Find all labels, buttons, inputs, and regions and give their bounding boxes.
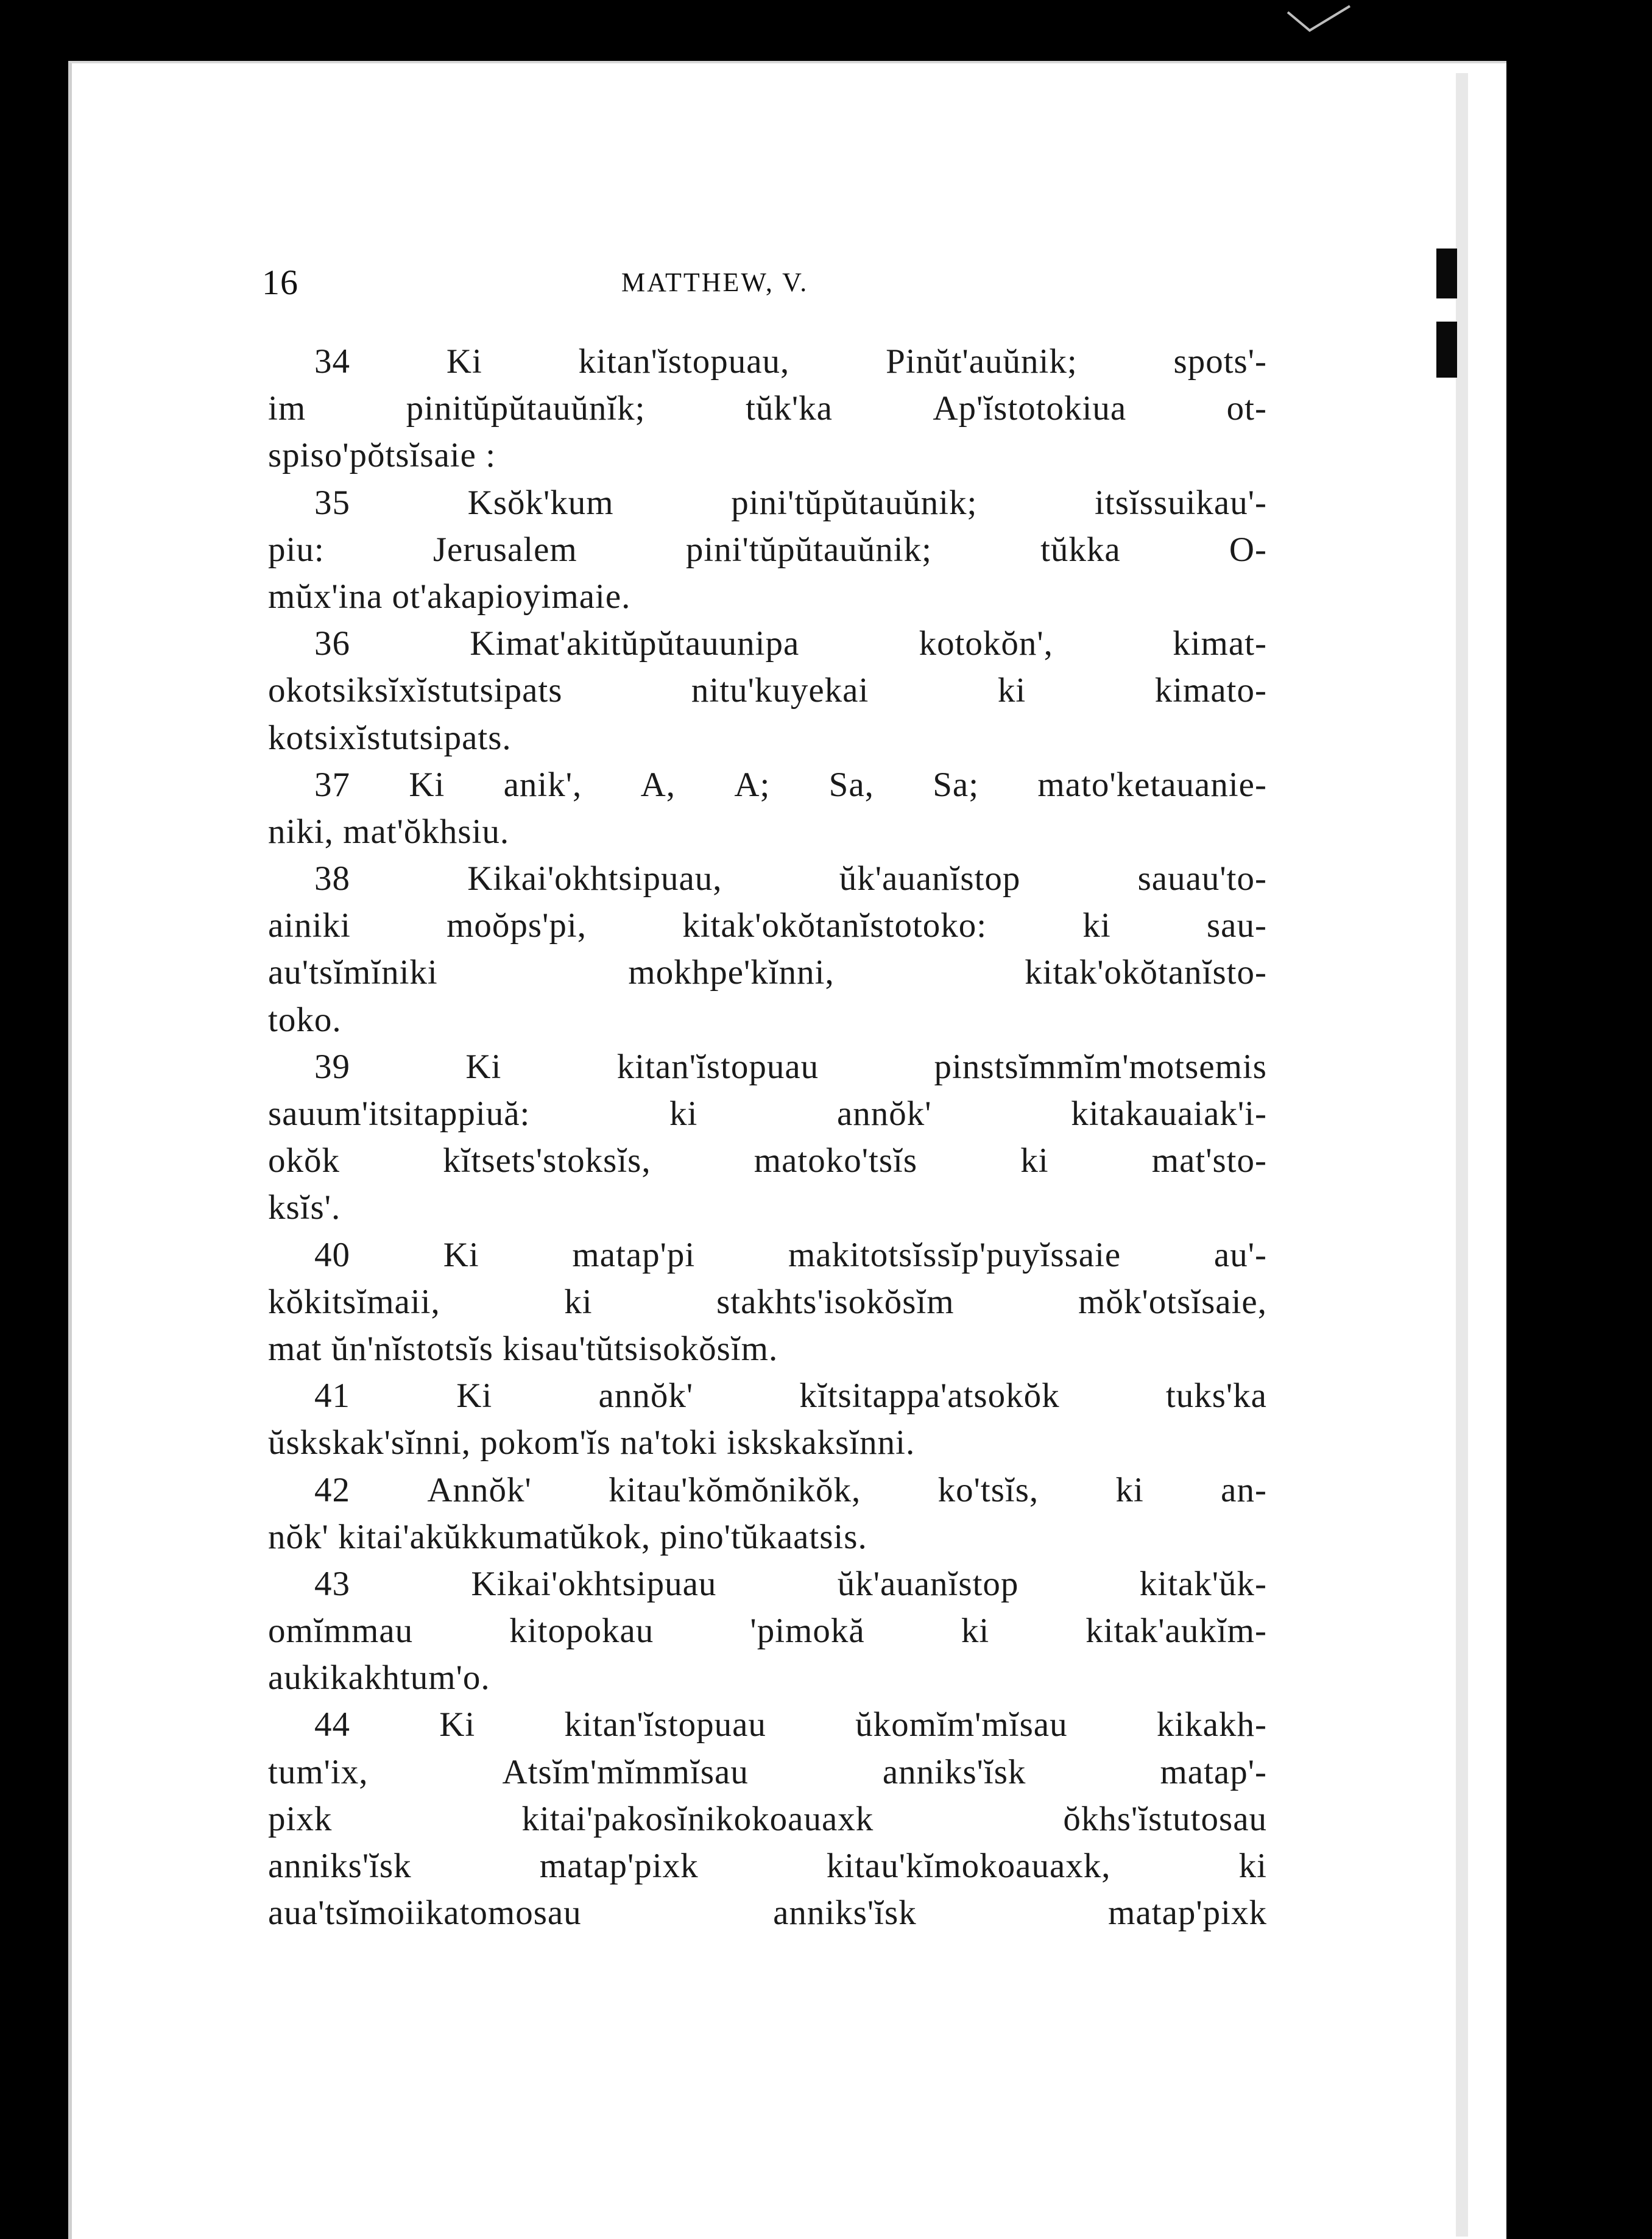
word: kitan'ĭstopuau	[564, 1705, 766, 1744]
text-line: nŏk' kitai'akŭkkumatŭkok, pino'tŭkaatsis.	[268, 1517, 867, 1556]
word: tŭk'ka	[745, 389, 833, 428]
word: 44	[314, 1705, 350, 1744]
text-line	[268, 1560, 1267, 1607]
word: Kikai'okhtsipuau	[471, 1564, 717, 1603]
word: kitau'kĭmokoauaxk,	[826, 1847, 1111, 1885]
word: okŏk	[268, 1141, 340, 1180]
word: ki	[1238, 1847, 1267, 1885]
word: 41	[314, 1377, 350, 1416]
word: kimato-	[1154, 671, 1267, 710]
word: pixk	[268, 1799, 333, 1838]
word: kotokŏn',	[919, 624, 1053, 663]
word: kitakauaiak'i-	[1071, 1095, 1267, 1133]
text-line	[268, 526, 1267, 573]
text-line: ŭskskak'sĭnni, pokom'ĭs na'toki iskskaksĭnni.	[268, 1423, 916, 1462]
word: matap'pixk	[1108, 1894, 1267, 1933]
text-line	[268, 1137, 1267, 1184]
word: im	[268, 389, 306, 428]
running-head	[262, 262, 1264, 311]
word: Sa,	[828, 765, 874, 804]
word: ki	[1115, 1470, 1144, 1509]
text-line	[268, 1090, 1267, 1137]
text-line	[268, 1607, 1267, 1654]
word: kĭtsets'stoksĭs,	[443, 1141, 651, 1180]
word: mato'ketauanie-	[1037, 765, 1267, 804]
text-line	[268, 1467, 1267, 1514]
word: anniks'ĭsk	[268, 1847, 412, 1885]
text-line	[268, 855, 1267, 902]
word: tŭkka	[1040, 530, 1121, 569]
word: sau-	[1207, 906, 1267, 945]
word: 43	[314, 1564, 350, 1603]
text-line: toko.	[268, 1000, 342, 1039]
text-line	[268, 1372, 1267, 1419]
word: pini'tŭpŭtauŭnik;	[731, 483, 978, 522]
word: 36	[314, 624, 350, 663]
page-number: 16	[262, 263, 298, 302]
word: 37	[314, 765, 350, 804]
word: anniks'ĭsk	[773, 1894, 917, 1933]
word: sauau'to-	[1137, 859, 1267, 898]
word: Sa;	[933, 765, 980, 804]
text-line: spiso'pŏtsĭsaie :	[268, 436, 496, 475]
word: pini'tŭpŭtauŭnik;	[685, 530, 932, 569]
word: ko'tsĭs,	[937, 1470, 1039, 1509]
word: Ap'ĭstotokiua	[933, 389, 1127, 428]
word: kitan'ĭstopuau,	[578, 342, 790, 381]
text-line	[268, 1232, 1267, 1278]
word: kŏkitsĭmaii,	[268, 1282, 440, 1321]
text-line: mŭx'ina ot'akapioyimaie.	[268, 577, 631, 616]
word: Annŏk'	[427, 1470, 532, 1509]
word: Ki	[409, 765, 445, 804]
word: aua'tsĭmoiikatomosau	[268, 1894, 582, 1933]
running-title: MATTHEW, V.	[621, 267, 809, 297]
page-edge-shadow	[1456, 73, 1468, 2237]
word: ainiki	[268, 906, 351, 945]
word: au'-	[1213, 1235, 1267, 1274]
word: matap'pi	[572, 1235, 696, 1274]
text-line: aukikakhtum'o.	[268, 1659, 490, 1698]
word: stakhts'isokŏsĭm	[716, 1282, 955, 1321]
text-line	[268, 761, 1267, 808]
word: anik',	[503, 765, 582, 804]
word: matap'pixk	[539, 1847, 699, 1885]
word: mokhpe'kĭnni,	[628, 953, 835, 992]
corner-tick-mark	[1285, 4, 1352, 34]
text-line: ksĭs'.	[268, 1188, 341, 1227]
page-marker-tab	[1436, 249, 1457, 298]
word: 40	[314, 1235, 350, 1274]
word: kitak'okŏtanĭstotoko:	[682, 906, 987, 945]
word: makitotsĭssĭp'puyĭssaie	[788, 1235, 1121, 1274]
word: Kikai'okhtsipuau,	[467, 859, 722, 898]
word: ki	[961, 1612, 990, 1651]
text-line: mat ŭn'nĭstotsĭs kisau'tŭtsisokŏsĭm.	[268, 1329, 778, 1368]
word: kitak'okŏtanĭsto-	[1025, 953, 1267, 992]
word: Atsĭm'mĭmmĭsau	[502, 1752, 749, 1791]
word: kitak'aukĭm-	[1085, 1612, 1267, 1651]
word: nitu'kuyekai	[691, 671, 869, 710]
word: anniks'ĭsk	[882, 1752, 1026, 1791]
word: kimat-	[1173, 624, 1267, 663]
word: Ki	[465, 1047, 502, 1086]
word: pinitŭpŭtauŭnĭk;	[406, 389, 646, 428]
word: an-	[1221, 1470, 1267, 1509]
word: ki	[669, 1095, 698, 1133]
text-line	[268, 949, 1267, 996]
word: ŭk'auanĭstop	[837, 1564, 1019, 1603]
verse-text-block	[268, 338, 1267, 1936]
word: O-	[1229, 530, 1267, 569]
word: ki	[564, 1282, 593, 1321]
word: kitai'pakosĭnikokoauaxk	[521, 1799, 874, 1838]
word: ki	[1082, 906, 1111, 945]
text-line	[268, 1842, 1267, 1889]
word: Kimat'akitŭpŭtauunipa	[470, 624, 800, 663]
word: mŏk'otsĭsaie,	[1078, 1282, 1267, 1321]
text-line	[268, 1749, 1267, 1796]
word: ŏkhs'ĭstutosau	[1063, 1799, 1267, 1838]
text-line: kotsixĭstutsipats.	[268, 718, 512, 757]
word: sauum'itsitappiuă:	[268, 1095, 531, 1133]
word: kitan'ĭstopuau	[616, 1047, 819, 1086]
word: pinstsĭmmĭm'motsemis	[934, 1047, 1267, 1086]
word: mat'sto-	[1151, 1141, 1267, 1180]
text-line	[268, 902, 1267, 949]
word: ŭkomĭm'mĭsau	[855, 1705, 1068, 1744]
word: kitau'kŏmŏnikŏk,	[609, 1470, 861, 1509]
word: moŏps'pi,	[447, 906, 587, 945]
text-line	[268, 667, 1267, 714]
word: annŏk'	[836, 1095, 932, 1133]
word: Ki	[456, 1377, 493, 1416]
text-line	[268, 385, 1267, 432]
text-line	[268, 479, 1267, 526]
word: A,	[640, 765, 676, 804]
word: kitak'ŭk-	[1139, 1564, 1267, 1603]
word: piu:	[268, 530, 325, 569]
word: Ki	[446, 342, 482, 381]
word: kikakh-	[1156, 1705, 1267, 1744]
word: au'tsĭmĭniki	[268, 953, 438, 992]
word: matap'-	[1160, 1752, 1267, 1791]
text-line: niki, mat'ŏkhsiu.	[268, 812, 510, 851]
word: ki	[997, 671, 1026, 710]
word: Ki	[443, 1235, 479, 1274]
word: Ksŏk'kum	[467, 483, 614, 522]
word: 'pimokă	[750, 1612, 865, 1651]
word: Pinŭt'auŭnik;	[886, 342, 1078, 381]
word: ki	[1020, 1141, 1049, 1180]
text-line	[268, 620, 1267, 667]
word: okotsiksĭxĭstutsipats	[268, 671, 563, 710]
text-line	[268, 1043, 1267, 1090]
word: 35	[314, 483, 350, 522]
word: spots'-	[1173, 342, 1267, 381]
word: ot-	[1226, 389, 1267, 428]
text-line	[268, 1701, 1267, 1748]
word: tuks'ka	[1165, 1377, 1267, 1416]
text-line	[268, 1889, 1267, 1936]
text-line	[268, 338, 1267, 385]
text-line	[268, 1796, 1267, 1842]
word: 42	[314, 1470, 350, 1509]
word: itsĭssuikau'-	[1095, 483, 1267, 522]
word: tum'ix,	[268, 1752, 369, 1791]
word: matoko'tsĭs	[754, 1141, 918, 1180]
word: kĭtsitappa'atsokŏk	[799, 1377, 1060, 1416]
word: annŏk'	[598, 1377, 694, 1416]
text-line	[268, 1278, 1267, 1325]
word: omĭmmau	[268, 1612, 414, 1651]
word: 34	[314, 342, 350, 381]
word: kitopokau	[509, 1612, 654, 1651]
word: A;	[734, 765, 771, 804]
word: Ki	[439, 1705, 476, 1744]
word: 38	[314, 859, 350, 898]
word: 39	[314, 1047, 350, 1086]
word: ŭk'auanĭstop	[839, 859, 1021, 898]
page-marker-tab	[1436, 322, 1457, 378]
word: Jerusalem	[432, 530, 577, 569]
